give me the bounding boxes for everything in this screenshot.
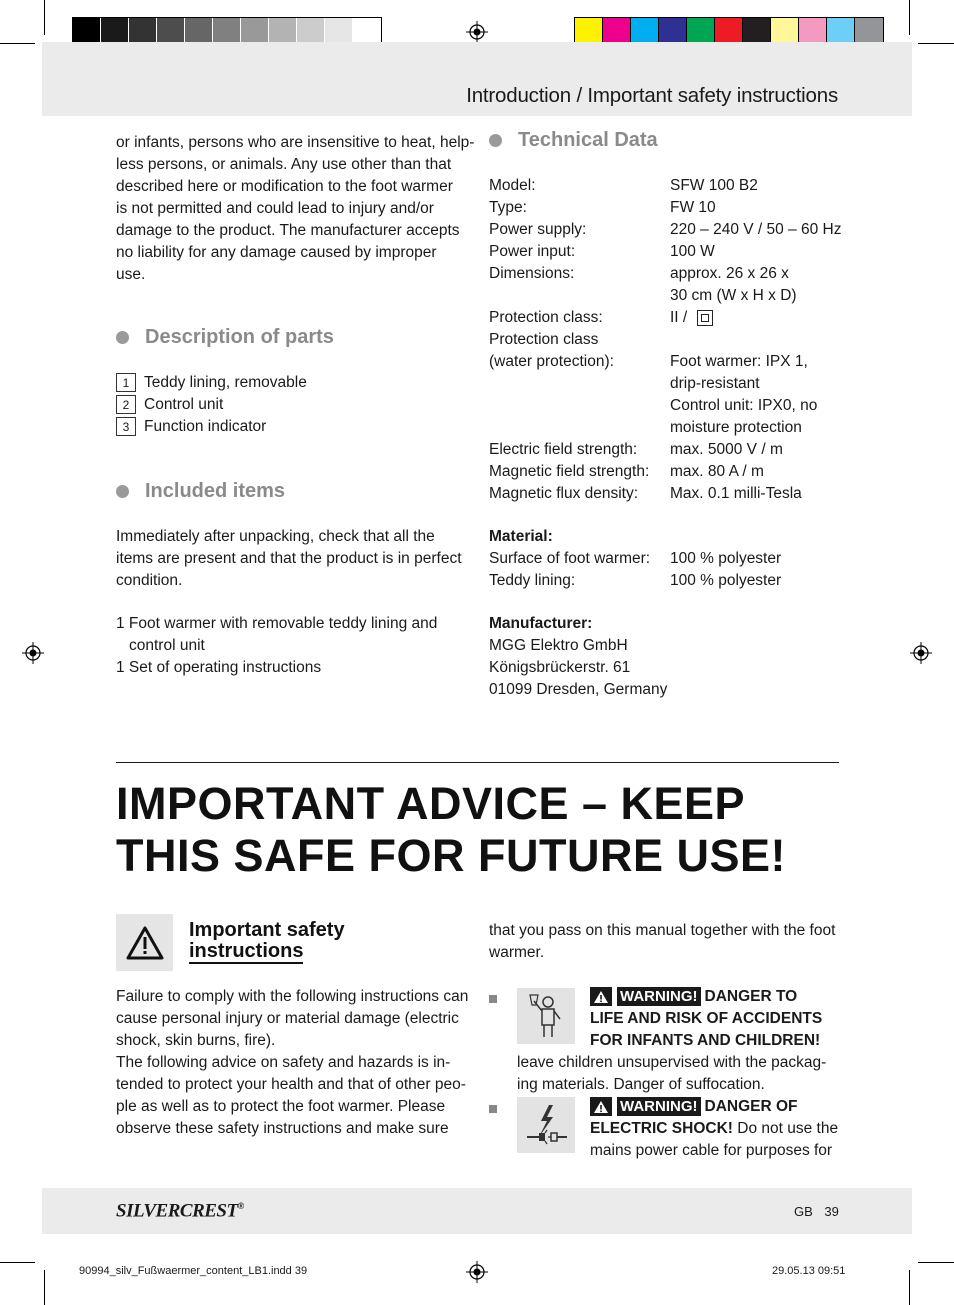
list-item: 1 Teddy lining, removable xyxy=(116,373,307,392)
part-number-box: 2 xyxy=(116,395,136,414)
safety-paragraph-left: Failure to comply with the following instructions can cause personal injury or material damage (electric shock, skin burns, fire). The following advice on safety and hazards is in- tended to protect your health and that of other peo- ple as well as to protect the foot warmer. Please observe these safety instructions and make sure xyxy=(116,988,469,1137)
safety-paragraph-right: that you pass on this manual together with the foot warmer. xyxy=(489,922,836,961)
bullet-icon xyxy=(489,1105,497,1113)
bullet-icon xyxy=(489,995,497,1003)
manufacturer-line: MGG Elektro GmbH xyxy=(489,637,628,654)
manufacturer-heading: Manufacturer: xyxy=(489,615,593,632)
section-divider xyxy=(116,762,839,763)
registration-mark-icon xyxy=(910,642,932,664)
intro-paragraph: or infants, persons who are insensitive to heat, help- less persons, or animals. Any use other than that described here or modification to the foot warmer is not permitted and could lead to injury and/or damage to the product. The manufacturer accepts no liability for any damage caused by improper use. xyxy=(116,134,475,283)
bullet-icon xyxy=(489,134,502,147)
page-number: GB 39 xyxy=(794,1204,839,1219)
silvercrest-logo: SILVERCREST® xyxy=(116,1200,244,1222)
included-items-intro: Immediately after unpacking, check that all the items are present and that the product is in perfect condition. xyxy=(116,528,462,589)
manufacturer-line: Königsbrückerstr. 61 xyxy=(489,659,631,676)
important-advice-title: IMPORTANT ADVICE – KEEP THIS SAFE FOR FUTURE USE! xyxy=(116,778,787,881)
description-of-parts-heading: Description of parts xyxy=(116,326,334,349)
registration-mark-icon xyxy=(466,21,488,43)
technical-data-heading: Technical Data xyxy=(489,129,658,152)
date-slug: 29.05.13 09:51 xyxy=(772,1265,846,1277)
warning-children: WARNING! DANGER TO LIFE AND RISK OF ACCIDENTS FOR INFANTS AND CHILDREN! xyxy=(590,988,823,1049)
warning-triangle-icon xyxy=(590,1097,612,1116)
child-with-bag-icon xyxy=(517,988,575,1044)
warning-badge: WARNING! xyxy=(617,1097,701,1116)
part-number-box: 1 xyxy=(116,373,136,392)
registration-mark-icon xyxy=(22,642,44,664)
electric-shock-icon xyxy=(517,1097,575,1153)
material-heading: Material: xyxy=(489,528,553,545)
warning-triangle-icon xyxy=(116,914,173,971)
bullet-icon xyxy=(116,485,129,498)
part-number-box: 3 xyxy=(116,417,136,436)
list-item: 3 Function indicator xyxy=(116,417,266,436)
warning-children-text: leave children unsupervised with the packag- ing materials. Danger of suffocation. xyxy=(517,1054,827,1093)
file-slug: 90994_silv_Fußwaermer_content_LB1.indd 39 xyxy=(79,1265,308,1277)
registration-mark-icon xyxy=(466,1261,488,1283)
page-title: Introduction / Important safety instructions xyxy=(466,84,838,107)
safety-instructions-heading: Important safety instructions xyxy=(189,919,345,962)
double-insulation-icon xyxy=(697,310,713,326)
warning-electric-shock: WARNING! DANGER OF ELECTRIC SHOCK! Do not use the mains power cable for purposes for xyxy=(590,1098,839,1159)
included-items-list: 1 Foot warmer with removable teddy lining and control unit 1 Set of operating instructions xyxy=(116,615,438,676)
warning-triangle-icon xyxy=(590,987,612,1006)
included-items-heading: Included items xyxy=(116,480,285,503)
warning-badge: WARNING! xyxy=(617,987,701,1006)
manufacturer-line: 01099 Dresden, Germany xyxy=(489,681,668,698)
list-item: 2 Control unit xyxy=(116,395,223,414)
bullet-icon xyxy=(116,331,129,344)
